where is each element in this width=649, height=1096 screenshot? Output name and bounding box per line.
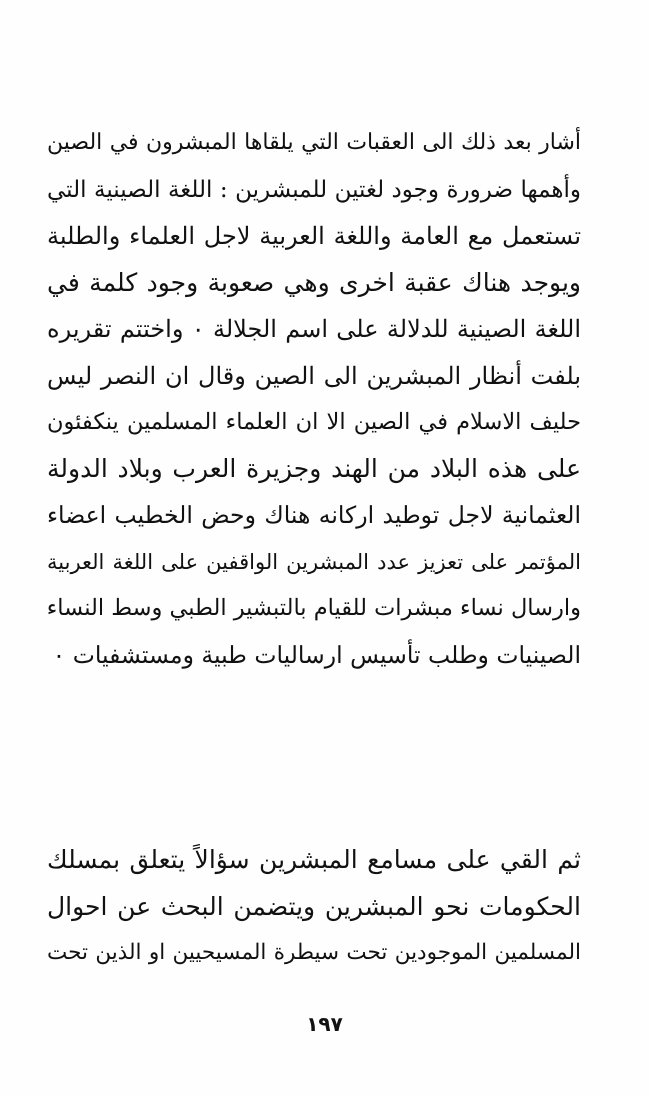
- text-line: تستعمل مع العامة واللغة العربية لاجل العلماء والطلبة: [47, 222, 581, 250]
- text-line: على هذه البلاد من الهند وجزيرة العرب وبلاد الدولة: [47, 453, 581, 483]
- text-line: المؤتمر على تعزيز عدد المبشرين الواقفين على اللغة العربية: [47, 549, 581, 574]
- text-line: ويوجد هناك عقبة اخرى وهي صعوبة وجود كلمة في: [47, 267, 581, 297]
- text-line: المسلمين الموجودين تحت سيطرة المسيحيين او الذين تحت: [47, 940, 581, 965]
- paragraph-2: [47, 837, 581, 977]
- paragraph-1: [47, 120, 581, 678]
- text-line: أشار بعد ذلك الى العقبات التي يلقاها المبشرون في الصين: [47, 130, 581, 155]
- text-line: بلفت أنظار المبشرين الى الصين وقال ان النصر ليس: [47, 361, 581, 390]
- text-line: اللغة الصينية للدلالة على اسم الجلالة ٠ واختتم تقريره: [47, 315, 581, 343]
- page-number: ١٩٧: [306, 1012, 343, 1036]
- text-line: وارسال نساء مبشرات للقيام بالتبشير الطبي وسط النساء: [46, 595, 581, 621]
- text-line: العثمانية لاجل توطيد اركانه هناك وحض الخطيب اعضاء: [47, 501, 581, 529]
- text-line: ثم القي على مسامع المبشرين سؤالاً يتعلق بمسلك: [47, 845, 581, 874]
- text-line: وأهمها ضرورة وجود لغتين للمبشرين : اللغة الصينية التي: [47, 176, 581, 203]
- text-line: حليف الاسلام في الصين الا ان العلماء المسلمين ينكفئون: [47, 409, 581, 435]
- text-line: الصينيات وطلب تأسيس ارساليات طبية ومستشفيات ٠: [52, 640, 581, 669]
- text-line: الحكومات نحو المبشرين ويتضمن البحث عن احوال: [47, 891, 581, 921]
